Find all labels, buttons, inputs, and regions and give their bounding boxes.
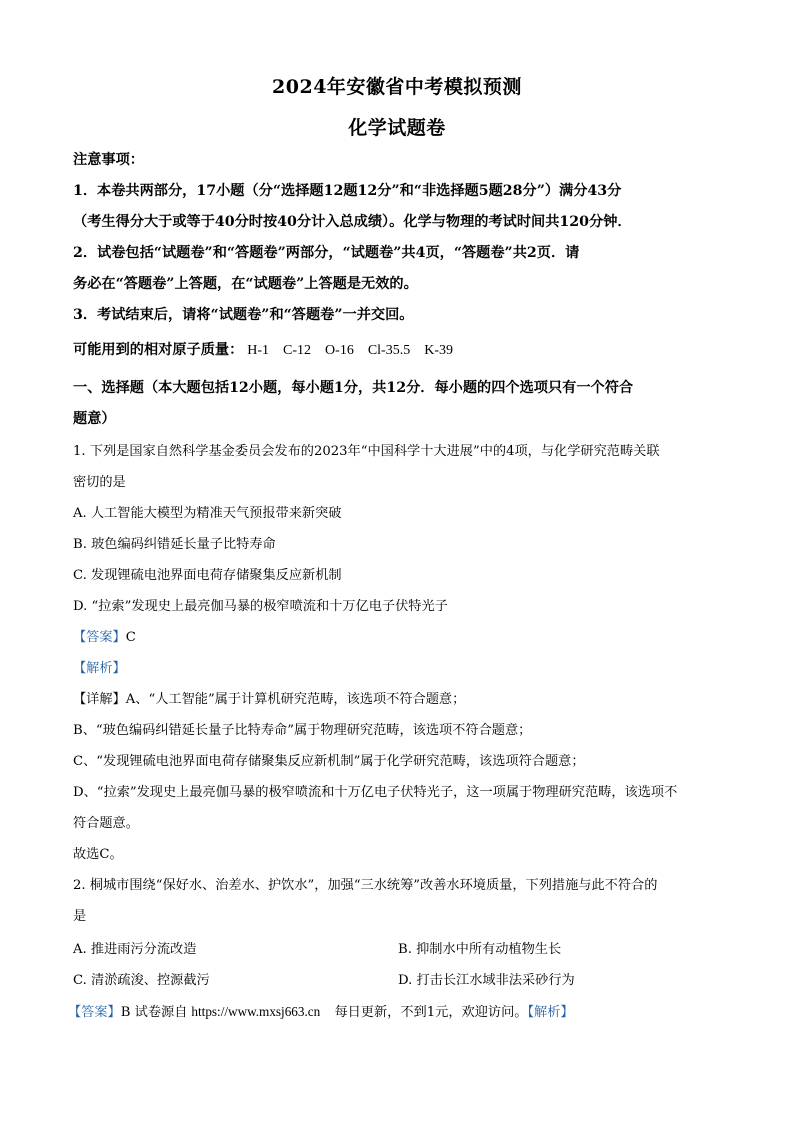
notice-item-3: 3．考试结束后，请将“试题卷”和“答题卷”一并交回。	[73, 307, 414, 323]
q1-option-d: D. “拉索”发现史上最亮伽马暴的极窄喷流和十万亿电子伏特光子	[73, 599, 448, 614]
q2-answer-value: B	[120, 1005, 131, 1020]
exam-title: 2024年安徽省中考模拟预测	[272, 76, 522, 98]
q1-detail-d-line-2: 符合题意。	[73, 816, 139, 831]
atomic-masses	[73, 340, 734, 361]
q1-analysis-tag: 【解析】	[73, 661, 126, 676]
q1-detail-c: C、“发现锂硫电池界面电荷存储聚集反应新机制”属于化学研究范畴，该选项符合题意；	[73, 754, 585, 769]
q1-option-c: C. 发现锂硫电池界面电荷存储聚集反应新机制	[73, 568, 342, 583]
atomic-masses-label: 可能用到的相对原子质量：	[73, 342, 244, 358]
notice-item-2-line-2: 务必在“答题卷”上答题，在“试题卷”上答题是无效的。	[73, 276, 418, 292]
q2-option-b: B. 抑制水中所有动植物生长	[398, 942, 562, 957]
q2-option-c: C. 清淤疏浚、控源截污	[73, 973, 210, 988]
notice-heading: 注意事项：	[73, 152, 144, 168]
q2-answer-line	[68, 1002, 734, 1023]
q1-answer-value: C	[125, 630, 136, 645]
q2-option-d: D. 打击长江水域非法采砂行为	[398, 973, 575, 988]
notice-item-1-line-1: 1．本卷共两部分，17小题（分“选择题12题12分”和“非选择题5题28分”）满分43分	[73, 183, 622, 199]
source-note: 每日更新，不到1元，欢迎访问。	[334, 1005, 528, 1020]
notice-item-2-line-1: 2．试卷包括“试题卷”和“答题卷”两部分，“试题卷”共4页，“答题卷”共2页．请	[73, 245, 580, 261]
q2-answer-tag: 【答案】	[68, 1005, 121, 1020]
q1-detail-a	[73, 690, 734, 710]
q1-detail-a-text: A、“人工智能”属于计算机研究范畴，该选项不符合题意；	[125, 692, 466, 707]
source-link[interactable]: https://www.mxsj663.cn	[191, 1004, 321, 1019]
mass-cl: Cl-35.5	[367, 343, 411, 358]
q2-stem-line-2: 是	[73, 909, 87, 924]
q1-detail-tag: 【详解】	[73, 692, 126, 707]
q1-answer	[73, 628, 734, 648]
q1-detail-d-line-1: D、“拉索”发现史上最亮伽马暴的极窄喷流和十万亿电子伏特光子，这一项属于物理研究范畴，该选项不	[73, 785, 678, 800]
q1-conclusion: 故选C。	[73, 847, 123, 862]
mass-o: O-16	[325, 343, 354, 358]
exam-subtitle: 化学试题卷	[348, 117, 446, 139]
q1-stem-line-2: 密切的是	[73, 475, 126, 490]
mass-k: K-39	[424, 343, 453, 358]
section-1-heading-line-2: 题意）	[73, 411, 116, 427]
q2-options-row-2	[73, 971, 734, 991]
q1-option-a: A. 人工智能大模型为精准天气预报带来新突破	[73, 506, 342, 521]
q2-stem-line-1: 2. 桐城市围绕“保好水、治差水、护饮水”，加强“三水统筹”改善水环境质量，下列措施与此不符合的	[73, 878, 658, 893]
q1-detail-b: B、“玻色编码纠错延长量子比特寿命”属于物理研究范畴，该选项不符合题意；	[73, 723, 532, 738]
source-label: 试卷源自	[134, 1005, 188, 1020]
q1-stem-line-1: 1. 下列是国家自然科学基金委员会发布的2023年“中国科学十大进展”中的4项，与化学研究范畴关联	[73, 444, 660, 459]
q1-answer-tag: 【答案】	[73, 630, 126, 645]
atomic-masses-values	[247, 341, 467, 361]
notice-item-1-line-2: （考生得分大于或等于40分时按40分计入总成绩）。化学与物理的考试时间共120分钟．	[73, 214, 632, 230]
q1-option-b: B. 玻色编码纠错延长量子比特寿命	[73, 537, 276, 552]
q2-analysis-tag: 【解析】	[527, 1005, 574, 1020]
section-1-heading-line-1: 一、选择题（本大题包括12小题，每小题1分，共12分．每小题的四个选项只有一个符合	[73, 380, 634, 396]
q2-options-row-1	[73, 940, 734, 960]
mass-h: H-1	[247, 343, 270, 358]
mass-c: C-12	[283, 343, 312, 358]
q2-option-a: A. 推进雨污分流改造	[73, 942, 197, 957]
